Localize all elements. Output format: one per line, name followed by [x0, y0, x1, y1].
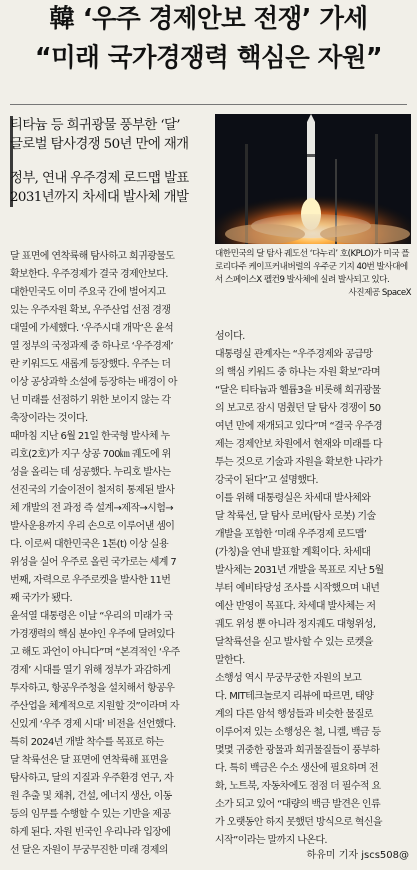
body-text-line: 계의 다른 암석 행성들과 비슷한 물질로: [215, 709, 373, 720]
subhead-1: 티타늄 등 희귀광물 풍부한 ‘달’: [10, 118, 180, 133]
header-divider: [10, 104, 407, 105]
body-text-line: 다. 이로써 대한민국은 1톤(t) 이상 실용: [10, 539, 168, 550]
body-text-line: 섬이다.: [215, 331, 245, 342]
body-text-line: 이상 공상과학 소설에 등장하는 배경이 아: [10, 377, 177, 388]
body-text-line: 여년 만에 재개되고 있다”며 “결국 우주경: [215, 421, 383, 432]
subhead-4: 2031년까지 차세대 발사체 개발: [10, 190, 189, 205]
body-text-line: 확보한다. 우주경제가 결국 경제안보다.: [10, 269, 168, 280]
body-text-line: 시작”이라는 말까지 나온다.: [215, 835, 327, 846]
body-text-line: 선진국의 기술이전이 철저히 통제된 발사: [10, 485, 175, 496]
body-text-line: 탐사하고, 달의 지질과 우주환경 연구, 자: [10, 773, 174, 784]
body-text-line: 등의 임무를 수행할 수 있는 기반을 제공: [10, 809, 171, 820]
photo-credit: 사진제공 SpaceX: [348, 288, 411, 298]
body-text-line: 원 추출 및 채취, 건설, 에너지 생산, 이동: [10, 791, 172, 802]
body-text-line: 대열에 가세했다. ‘우주시대 개막’은 윤석: [10, 323, 174, 334]
body-text-line: 화, 노트북, 자동차에도 점점 더 필수적 요: [215, 781, 381, 792]
body-text-line: 다. MIT테크놀로지 리뷰에 따르면, 태양: [215, 691, 374, 702]
body-text-line: 소행성 역시 무궁무궁한 자원의 보고: [215, 673, 362, 684]
body-text-line: 의 보고로 잠시 멈췄던 달 탐사 경쟁이 50: [215, 403, 381, 414]
body-text-line: 다. 특히 백금은 수소 생산에 필요하며 전: [215, 763, 379, 774]
body-text-line: 강국이 된다”고 설명했다.: [215, 475, 318, 486]
body-text-line: 몇몇 귀중한 광물과 희귀물질들이 풍부하: [215, 745, 380, 756]
body-text-line: 대한민국도 이미 주요국 간에 벌어지고: [10, 287, 166, 298]
subhead-2: 글로벌 탐사경쟁 50년 만에 재개: [10, 137, 189, 152]
body-text-line: 달 표면에 연착륙해 탐사하고 희귀광물도: [10, 251, 175, 262]
body-text-line: 투는 것으로 기술과 자원을 확보한 나라가: [215, 457, 382, 468]
rocket-launch-image: [215, 114, 411, 244]
body-text-line: 말한다.: [215, 655, 245, 666]
photo-caption: 대한민국의 달 탐사 궤도선 ‘다누리’ 호(KPLO)가 미국 플로리다주 케이프커내버럴의 우주군 기지 40번 발사대에서 스페이스X 펠컨9 발사체에 실려 발사되고 있다.: [215, 249, 410, 285]
body-text-line: 닌 미래를 선점하기 위한 보이지 않는 각: [10, 395, 171, 406]
body-text-line: 신있게 ‘우주 경제 시대’ 비전을 선언했다.: [10, 719, 176, 730]
body-text-line: 부터 예비타당성 조사를 시작했으며 내년: [215, 583, 380, 594]
body-text-line: 번째, 자력으로 우주로켓을 발사한 11번: [10, 575, 171, 586]
body-text-line: 소가 되고 있어 “대량의 백금 발견은 인류: [215, 799, 381, 810]
body-text-line: 열 정부의 국정과제 중 하나로 ‘우주경제’: [10, 341, 174, 352]
body-text-line: 발사체는 2031년 개발을 목표로 지난 5월: [215, 565, 384, 576]
rocket-launch-photo: [215, 114, 411, 244]
body-text-line: 선 달은 자원이 무궁무진한 미래 경제의: [10, 845, 168, 856]
body-column-1: [10, 248, 206, 860]
subhead-3: 정부, 연내 우주경제 로드맵 발표: [10, 171, 189, 186]
body-text-line: 고 해도 과언이 아니다”며 “본격적인 ‘우주: [10, 647, 180, 658]
body-text-line: 특히 2024년 개발 착수를 목표로 하는: [10, 737, 164, 748]
body-text-line: 가경쟁력의 핵심 분야인 우주에 달려있다: [10, 629, 175, 640]
body-text-line: 가 오랫동안 하지 못했던 방식으로 혁신을: [215, 817, 382, 828]
byline: 하유미 기자 jscs508@: [306, 850, 409, 861]
body-text-line: 대통령실 관계자는 “우주경제와 공급망: [215, 349, 373, 360]
body-text-line: (가칭)을 연내 발표할 계획이다. 차세대: [215, 547, 371, 558]
body-text-line: 째 국가가 됐다.: [10, 593, 73, 604]
body-text-line: 예산 반영이 목표다. 차세대 발사체는 저: [215, 601, 376, 612]
body-text-line: 궤도 위성 뿐 아니라 정지궤도 대형위성,: [215, 619, 376, 630]
body-text-line: 주산업을 체계적으로 지원할 것”이라며 자: [10, 701, 179, 712]
body-text-line: 위성을 실어 우주로 올린 국가로는 세계 7: [10, 557, 177, 568]
body-text-line: 달 착륙선, 달 탐사 로버(탐사 로봇) 기술: [215, 511, 376, 522]
body-text-line: 달착륙선을 싣고 발사할 수 있는 로켓을: [215, 637, 373, 648]
body-text-line: 성을 올리는 데 성공했다. 누리호 발사는: [10, 467, 171, 478]
body-text-line: “달은 티타늄과 헬륨3을 비롯해 희귀광물: [215, 385, 381, 396]
body-text-line: 달 착륙선은 달 표면에 연착륙해 표면을: [10, 755, 168, 766]
body-text-line: 개발을 포함한 ‘미래 우주경제 로드맵’: [215, 529, 367, 540]
body-text-line: 발사운용까지 우리 손으로 이루어낸 셈이: [10, 521, 175, 532]
body-text-line: 경제’ 시대를 열기 위해 정부가 과감하게: [10, 665, 171, 676]
body-text-line: 체 개발의 전 과정 즉 설계→제작→시험→: [10, 503, 174, 514]
body-text-line: 제는 경제안보 차원에서 현재와 미래를 다: [215, 439, 382, 450]
photo-caption-block: [215, 248, 411, 300]
body-text-line: 이를 위해 대통령실은 차세대 발사체와: [215, 493, 371, 504]
body-text-line: 이루어져 있는 소행성은 철, 니켈, 백금 등: [215, 727, 381, 738]
body-text-line: 때마침 지난 6월 21일 한국형 발사체 누: [10, 431, 170, 442]
body-text-line: 축장이라는 것이다.: [10, 413, 88, 424]
subhead-block: [10, 116, 213, 207]
body-column-2: [215, 328, 411, 850]
body-text-line: 하게 된다. 자원 빈국인 우리나라 입장에: [10, 827, 171, 838]
body-text-line: 있는 우주자원 확보, 우주산업 선점 경쟁: [10, 305, 171, 316]
body-text-line: 리호(2호)가 지구 상공 700㎞ 궤도에 위: [10, 449, 171, 460]
body-text-line: 란 키워드도 새롭게 등장했다. 우주는 더: [10, 359, 171, 370]
body-text-line: 윤석열 대통령은 이날 “우리의 미래가 국: [10, 611, 173, 622]
body-text-line: 의 핵심 키워드 중 하나는 자원 확보”라며: [215, 367, 381, 378]
headline-line-2: “미래 국가경쟁력 핵심은 자원”: [34, 43, 383, 73]
headline-line-1: 韓 ‘우주 경제안보 전쟁’ 가세: [49, 4, 368, 34]
body-text-line: 투자하고, 항공우주청을 설치해서 항공우: [10, 683, 175, 694]
